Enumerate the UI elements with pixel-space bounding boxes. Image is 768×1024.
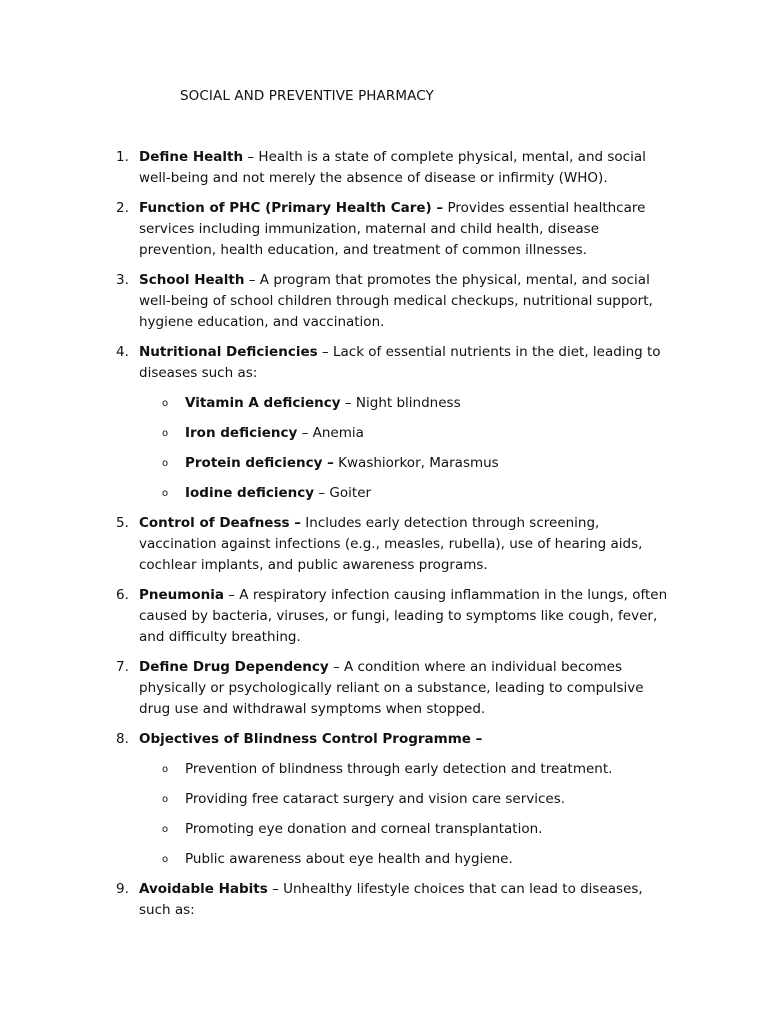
list-item-number: 1. [116,149,129,165]
document-title: SOCIAL AND PREVENTIVE PHARMACY [180,88,434,104]
list-item-term: Function of PHC (Primary Health Care) – [139,200,444,216]
sub-item-term: Protein deficiency – [185,455,334,471]
sub-item-description: Prevention of blindness through early detection and treatment. [185,761,613,777]
sub-list-item [139,453,676,474]
sub-list [139,759,676,870]
list-item-term: Define Health [139,149,244,165]
list-item-description: Provides essential healthcare services including immunization, maternal and child health, disease prevention, health education, and treatment of common illnesses. [139,200,646,258]
sub-item-description: Kwashiorkor, Marasmus [333,455,499,471]
list-item-description: – Lack of essential nutrients in the diet, leading to diseases such as: [139,344,661,381]
list-item-number: 2. [116,200,129,216]
sub-item-description: Promoting eye donation and corneal transplantation. [185,821,543,837]
list-item [116,270,676,333]
sub-item-term: Vitamin A deficiency [185,395,341,411]
list-item-text [139,342,676,384]
list-item-term: School Health [139,272,245,288]
list-item-term: Define Drug Dependency [139,659,329,675]
list-item-number: 4. [116,344,129,360]
sub-item-description: Public awareness about eye health and hygiene. [185,851,513,867]
hollow-bullet-icon: o [162,458,169,469]
hollow-bullet-icon: o [162,824,169,835]
list-item-description: Includes early detection through screening, vaccination against infections (e.g., measles, rubella), use of hearing aids, cochlear implants, and public awareness programs. [139,515,643,573]
list-item-text [139,585,676,648]
list-item-description: – Health is a state of complete physical, mental, and social well-being and not merely the absence of disease or infirmity (WHO). [139,149,646,186]
list-item-text [139,270,676,333]
sub-item-description: – Night blindness [340,395,461,411]
sub-list [139,393,676,504]
list-item [116,879,676,921]
list-item-description: – A program that promotes the physical, mental, and social well-being of school children through medical checkups, nutritional support, hygiene education, and vaccination. [139,272,653,330]
hollow-bullet-icon: o [162,794,169,805]
list-item-text [139,657,676,720]
sub-list-item [139,819,676,840]
hollow-bullet-icon: o [162,854,169,865]
sub-list-item [139,423,676,444]
sub-item-description: – Anemia [297,425,364,441]
sub-list-item [139,849,676,870]
sub-item-term: Iron deficiency [185,425,298,441]
sub-item-description: Providing free cataract surgery and vision care services. [185,791,566,807]
hollow-bullet-icon: o [162,398,169,409]
list-item [116,147,676,189]
list-item-term: Control of Deafness – [139,515,301,531]
list-item-term: Nutritional Deficiencies [139,344,318,360]
list-item-text [139,147,676,189]
list-item-number: 8. [116,731,129,747]
sub-item-description: – Goiter [314,485,372,501]
list-item-term: Objectives of Blindness Control Programme – [139,731,483,747]
list-item-text [139,729,676,750]
sub-item-term: Iodine deficiency [185,485,315,501]
numbered-list [116,147,676,930]
sub-list-item [139,789,676,810]
list-item [116,342,676,504]
list-item [116,585,676,648]
list-item-term: Pneumonia [139,587,224,603]
list-item-number: 3. [116,272,129,288]
list-item-description: – A respiratory infection causing inflammation in the lungs, often caused by bacteria, viruses, or fungi, leading to symptoms like cough, fever, and difficulty breathing. [139,587,668,645]
list-item [116,729,676,870]
list-item-number: 5. [116,515,129,531]
sub-list-item [139,759,676,780]
list-item-text [139,513,676,576]
sub-list-item [139,393,676,414]
hollow-bullet-icon: o [162,428,169,439]
list-item-number: 6. [116,587,129,603]
list-item-text [139,879,676,921]
list-item [116,198,676,261]
hollow-bullet-icon: o [162,764,169,775]
list-item-description: – Unhealthy lifestyle choices that can lead to diseases, such as: [139,881,643,918]
sub-list-item [139,483,676,504]
list-item-number: 9. [116,881,129,897]
list-item-text [139,198,676,261]
list-item-description: – A condition where an individual becomes physically or psychologically reliant on a substance, leading to compulsive drug use and withdrawal symptoms when stopped. [139,659,644,717]
hollow-bullet-icon: o [162,488,169,499]
list-item [116,513,676,576]
list-item [116,657,676,720]
list-item-term: Avoidable Habits [139,881,268,897]
list-item-number: 7. [116,659,129,675]
